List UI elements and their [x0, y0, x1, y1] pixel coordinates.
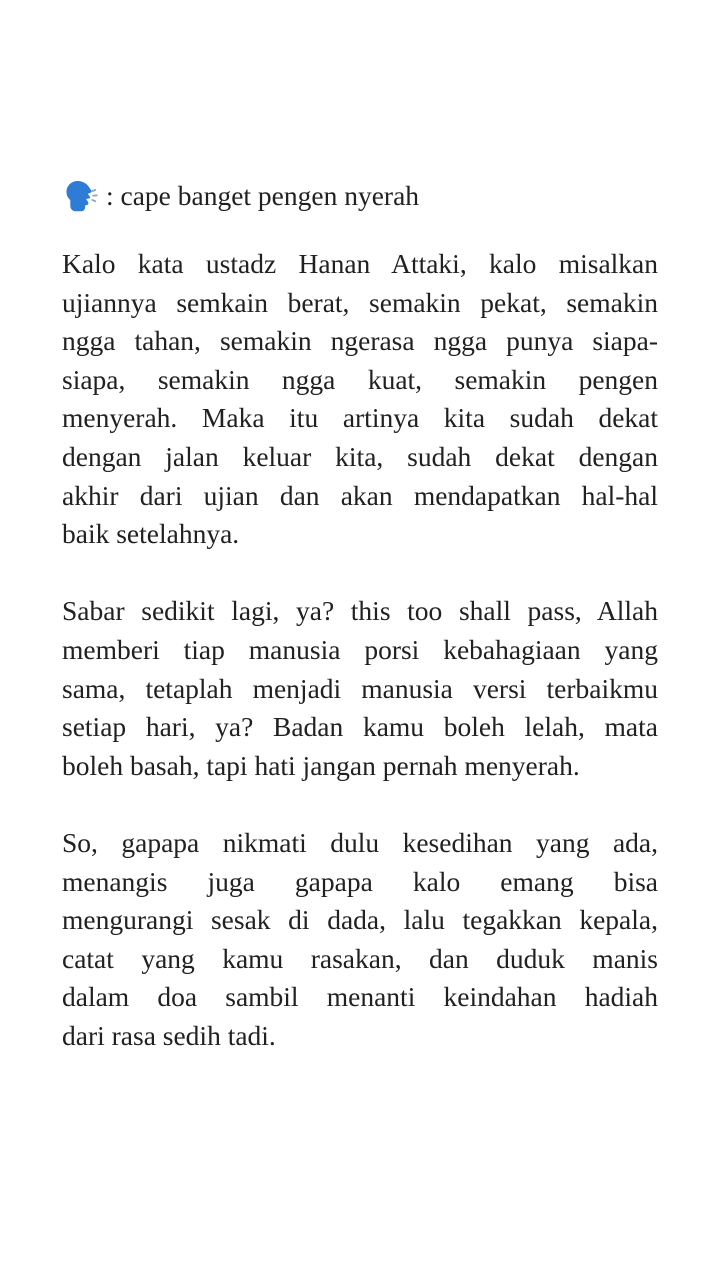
quote-paragraphs	[62, 245, 658, 1055]
text-line: Sabar sedikit lagi, ya? this too shall pass, Allah	[62, 595, 658, 627]
text-line: akhir dari ujian dan akan mendapatkan hal-hal	[62, 479, 658, 511]
text-line: dengan jalan keluar kita, sudah dekat dengan	[62, 440, 658, 472]
text-line: setiap hari, ya? Badan kamu boleh lelah, mata	[62, 711, 658, 743]
text-line: menangis juga gapapa kalo emang bisa	[62, 865, 658, 897]
quote-header	[62, 178, 658, 214]
text-line: ujiannya semkain berat, semakin pekat, semakin	[62, 286, 658, 318]
text-line: boleh basah, tapi hati jangan pernah menyerah.	[62, 749, 580, 781]
text-line: siapa, semakin ngga kuat, semakin pengen	[62, 363, 658, 395]
text-line: ngga tahan, semakin ngerasa ngga punya siapa-	[62, 325, 658, 357]
text-line: dalam doa sambil menanti keindahan hadiah	[62, 981, 658, 1013]
text-line: memberi tiap manusia porsi kebahagiaan yang	[62, 633, 658, 665]
text-line: sama, tetaplah menjadi manusia versi terbaikmu	[62, 672, 658, 704]
text-line: baik setelahnya.	[62, 518, 240, 550]
text-line: mengurangi sesak di dada, lalu tegakkan kepala,	[62, 904, 658, 936]
text-line: menyerah. Maka itu artinya kita sudah dekat	[62, 402, 658, 434]
text-line: Kalo kata ustadz Hanan Attaki, kalo misalkan	[62, 248, 658, 279]
quote-content	[62, 0, 658, 1055]
quote-header-text: : cape banget pengen nyerah	[106, 179, 420, 211]
text-line: catat yang kamu rasakan, dan duduk manis	[62, 942, 658, 974]
text-line: So, gapapa nikmati dulu kesedihan yang ada,	[62, 826, 658, 858]
paragraph	[62, 245, 658, 554]
speaking-head-icon	[62, 178, 98, 214]
text-line: dari rasa sedih tadi.	[62, 1019, 276, 1051]
paragraph	[62, 824, 658, 1056]
paragraph	[62, 592, 658, 785]
